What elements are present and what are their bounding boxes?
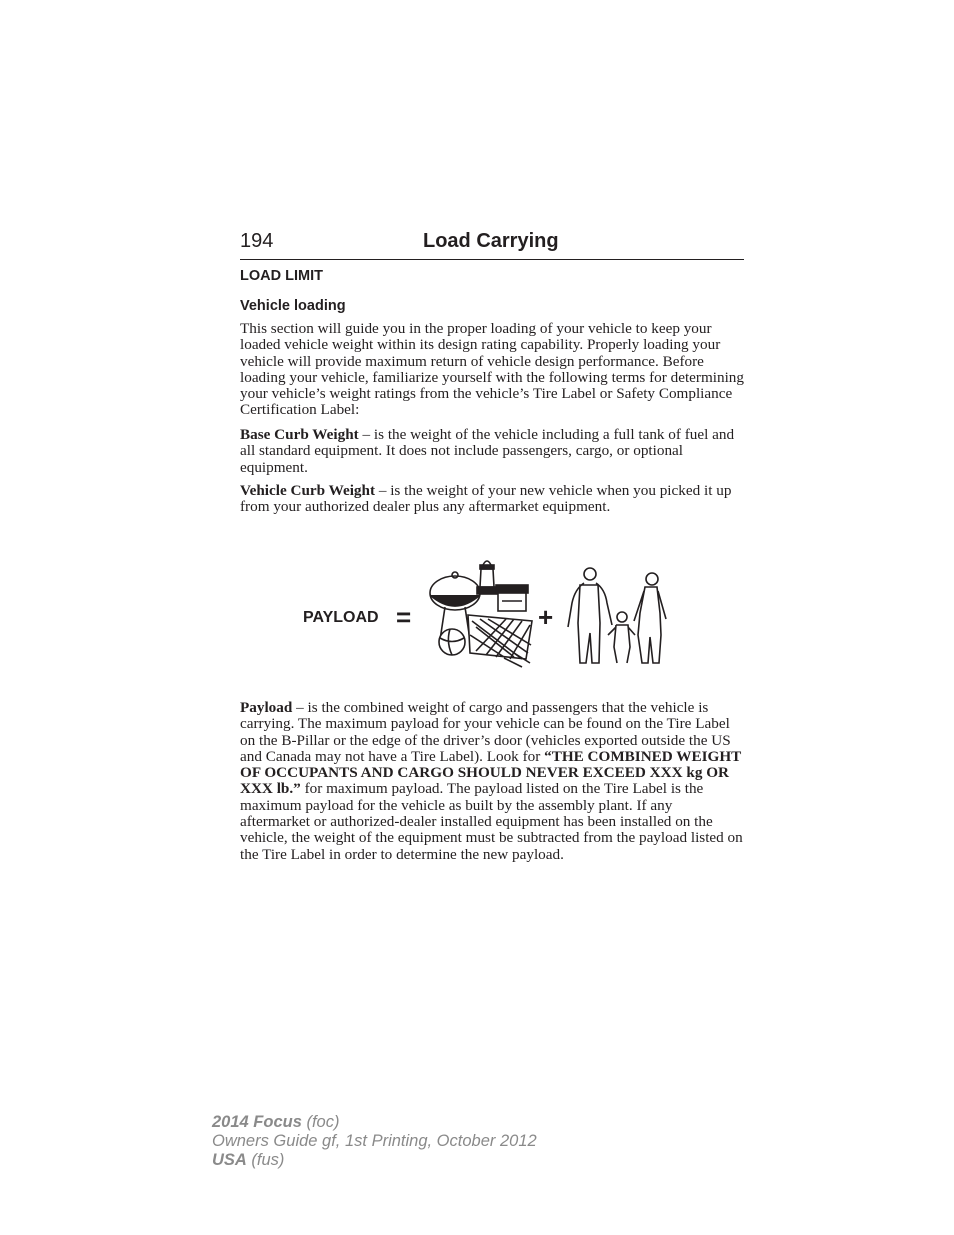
term-base-curb-weight: Base Curb Weight: [240, 426, 359, 443]
passengers-icon: [568, 568, 666, 663]
vehicle-curb-weight-paragraph: [240, 483, 746, 516]
payload-label-quote: “THE COMBINED WEIGHT OF OCCUPANTS AND CARGO SHOULD NEVER EXCEED XXX kg OR XXX lb.”: [240, 747, 742, 798]
payload-text-1: – is the combined weight of cargo and passengers that the vehicle is carrying. The maximum payload for your vehicle can be found on the Tire Label on the B-Pillar or the edge of the driver’s door (vehicles exported outside the US and Canada may not have a Tire Label). Look for: [240, 699, 731, 765]
footer-market: USA: [212, 1151, 247, 1169]
vehicle-curb-weight-text: – is the weight of your new vehicle when you picked it up from your authorized dealer plus any aftermarket equipment.: [240, 482, 732, 516]
payload-text-2: for maximum payload. The payload listed on the Tire Label is the maximum payload for the vehicle as built by the assembly plant. If any aftermarket or authorized-dealer installed equipment has been installed on the vehicle, the weight of the equipment must be subtracted from the payload listed on the Tire Label in order to determine the new payload.: [240, 780, 743, 863]
footer-market-code: (fus): [246, 1151, 285, 1169]
footer-line-1: [212, 1113, 537, 1132]
base-curb-weight-text: – is the weight of the vehicle including a full tank of fuel and all standard equipment. It does not include passengers, cargo, or optional equipment.: [240, 426, 735, 476]
chapter-title: Load Carrying: [423, 230, 559, 252]
page-footer: [212, 1113, 537, 1170]
base-curb-weight-paragraph: [240, 427, 746, 476]
payload-label: PAYLOAD: [303, 609, 379, 626]
footer-line-2: Owners Guide gf, 1st Printing, October 2012: [212, 1132, 537, 1150]
footer-line-3: [212, 1151, 537, 1170]
cargo-icon: [430, 561, 532, 667]
plus-sign: +: [538, 602, 554, 632]
equals-sign: =: [396, 602, 412, 632]
footer-model-code: (foc): [301, 1113, 340, 1131]
payload-paragraph: [240, 700, 746, 863]
payload-illustration: [300, 555, 670, 670]
section-heading: LOAD LIMIT: [240, 268, 323, 284]
page-header: [240, 229, 744, 260]
page-number: 194: [240, 230, 274, 252]
subsection-heading: Vehicle loading: [240, 298, 346, 314]
term-vehicle-curb-weight: Vehicle Curb Weight: [240, 482, 376, 499]
term-payload: Payload: [240, 699, 293, 716]
footer-model: 2014 Focus: [212, 1113, 302, 1131]
intro-paragraph: This section will guide you in the proper loading of your vehicle to keep your loaded vehicle weight within its design rating capability. Properly loading your vehicle will provide maximum return of vehicle design performance. Before loading your vehicle, familiarize yourself with the following terms for determining your vehicle’s weight ratings from the vehicle’s Tire Label or Safety Compliance Certification Label:: [240, 320, 744, 419]
